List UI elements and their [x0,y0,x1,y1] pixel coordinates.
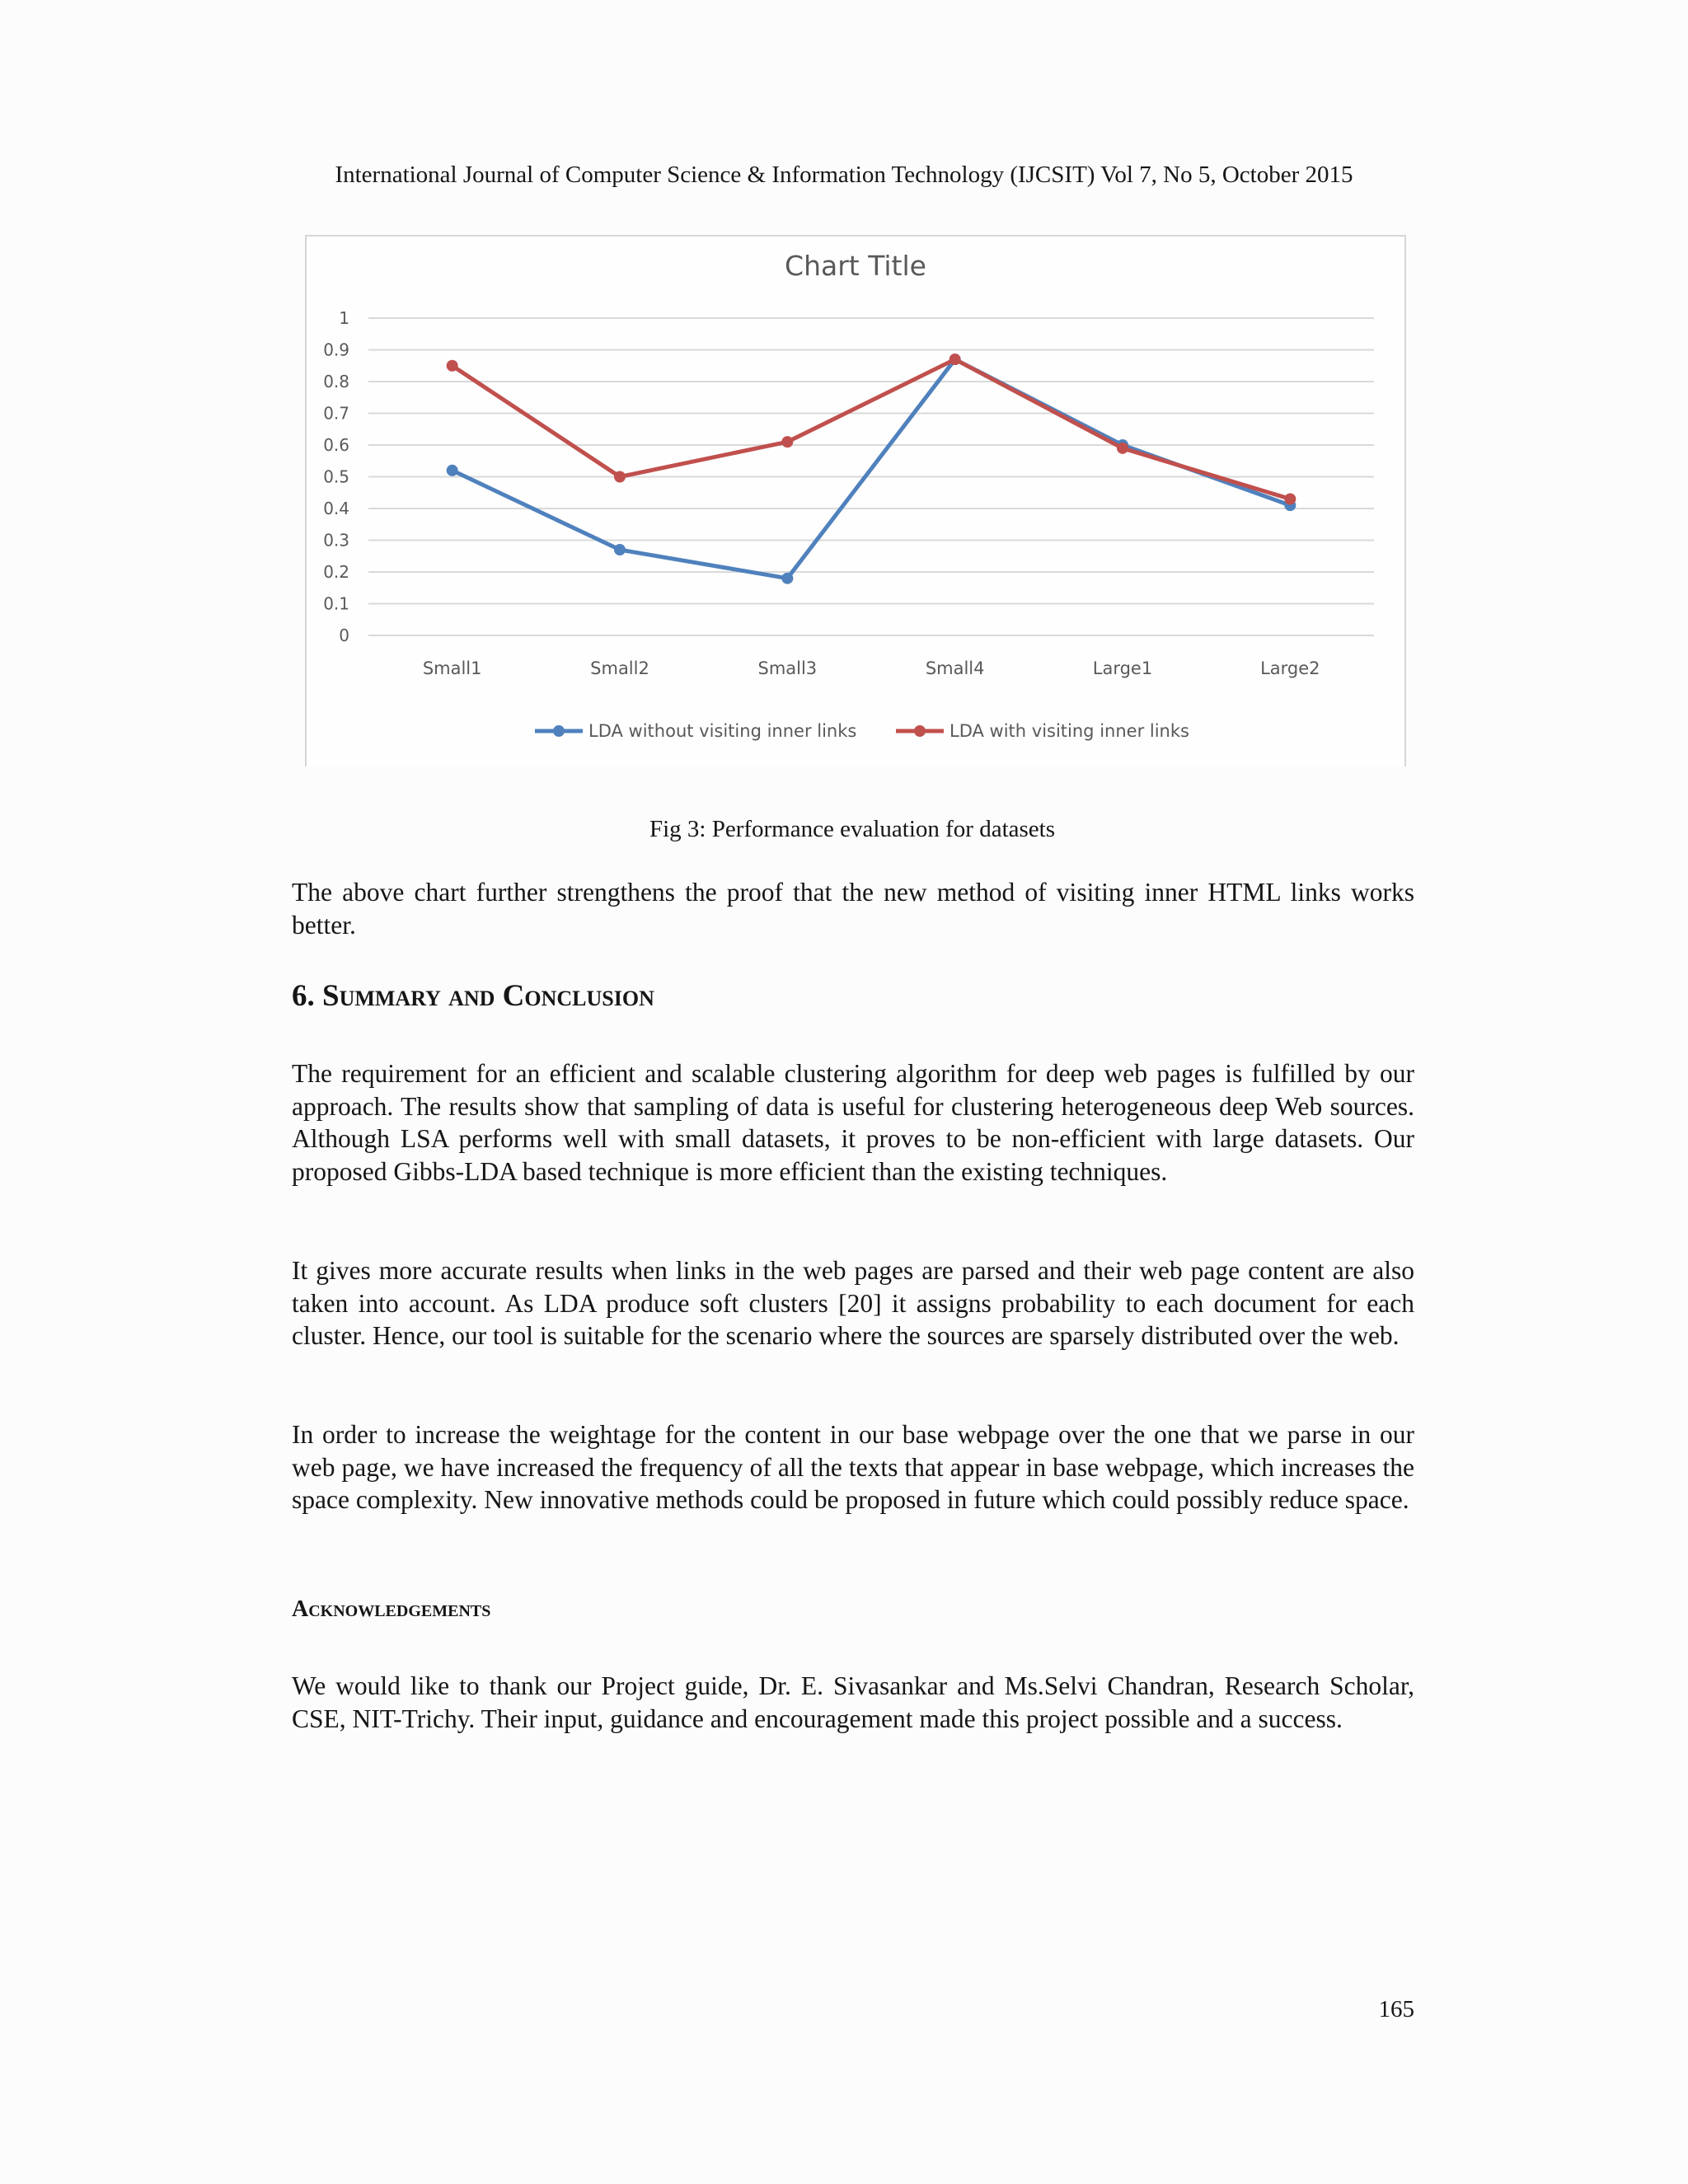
data-point [447,465,458,476]
data-point [781,573,793,584]
legend-label: LDA without visiting inner links [588,721,857,741]
data-point [781,436,793,448]
intro-paragraph: The above chart further strengthens the proof that the new method of visiting inner HTML links works better. [292,878,1414,940]
data-point [1117,443,1128,454]
legend-marker [553,725,565,737]
legend-label: LDA with visiting inner links [950,721,1189,741]
conclusion-paragraph-2: It gives more accurate results when links in the web pages are parsed and their web page content are also taken into account. As LDA produce soft clusters [20] it assigns probability to each document for each cluster. Hence, our tool is suitable for the scenario where the sources are sparsely distributed over the web. [292,1256,1414,1350]
series-line [452,359,1291,499]
section-title: Summary and Conclusion [322,979,654,1013]
x-tick-label: Small4 [925,658,985,678]
section-heading [292,978,654,1014]
section-number: 6. [292,979,315,1013]
x-tick-label: Small2 [590,658,649,678]
series-line [452,359,1291,579]
x-tick-label: Large2 [1260,658,1320,678]
y-tick-label: 0.8 [323,372,349,391]
data-point [447,360,458,372]
y-tick-label: 0.7 [323,403,349,424]
figure-caption: Fig 3: Performance evaluation for datasets [649,816,1056,842]
y-tick-label: 0.3 [323,530,349,551]
conclusion-paragraph-3: In order to increase the weightage for the content in our base webpage over the one that we parse in our web page, we have increased the frequency of all the texts that appear in base webpage, which increases the space complexity. New innovative methods could be proposed in future which could possibly reduce space. [292,1420,1414,1514]
y-tick-label: 0.1 [323,593,349,614]
x-tick-label: Small3 [757,658,818,678]
x-tick-label: Large1 [1092,658,1153,678]
y-tick-label: 0.5 [323,466,349,487]
chart-figure [305,235,1406,766]
data-point [614,471,626,483]
legend-marker [914,725,926,737]
acknowledgements-paragraph: We would like to thank our Project guide, Dr. E. Sivasankar and Ms.Selvi Chandran, Research Scholar, CSE, NIT-Trichy. Their input, guidance and encouragement made this project possible and a success. [292,1671,1414,1733]
y-tick-label: 0.4 [323,499,349,518]
chart-title: Chart Title [785,250,926,282]
running-header: International Journal of Computer Science & Information Technology (IJCSIT) Vol 7, No 5, October 2015 [335,162,1353,188]
acknowledgements-heading: Acknowledgements [292,1596,491,1622]
y-tick-label: 1 [339,308,349,328]
y-tick-label: 0.2 [323,562,349,582]
conclusion-paragraph-1: The requirement for an efficient and scalable clustering algorithm for deep web pages is fulfilled by our approach. The results show that sampling of data is useful for clustering heterogeneous deep Web sources. Although LSA performs well with small datasets, it proves to be non-efficient with large datasets. Our proposed Gibbs-LDA based technique is more efficient than the existing techniques. [292,1059,1414,1186]
data-point [1284,493,1296,504]
line-chart [307,237,1404,766]
y-tick-label: 0.9 [323,340,349,360]
y-tick-label: 0 [339,626,349,645]
y-tick-label: 0.6 [323,435,349,455]
data-point [950,354,961,365]
x-tick-label: Small1 [422,658,482,678]
page-number: 165 [1378,1996,1414,2022]
data-point [614,544,626,555]
